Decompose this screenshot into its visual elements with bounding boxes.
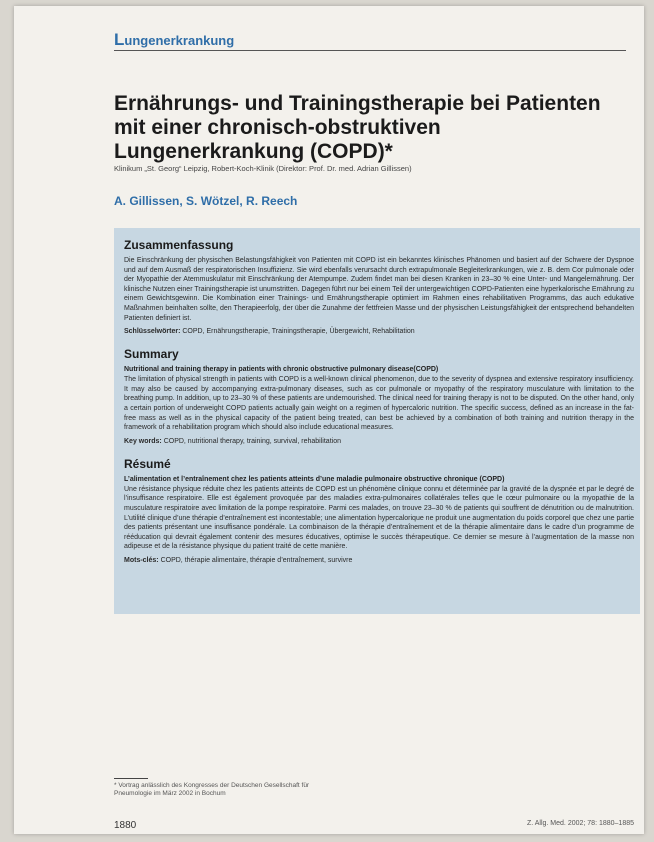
abstract-fr-heading: Résumé — [124, 456, 171, 471]
abstract-de-keywords — [124, 328, 634, 335]
footnote-rule — [114, 778, 148, 779]
abstract-box — [114, 228, 640, 614]
abstract-en-heading: Summary — [124, 347, 179, 362]
section-label — [114, 30, 234, 50]
article-title: Ernährungs- und Trainingstherapie bei Patienten mit einer chronisch-obstruktiven Lungenerkrankung (COPD)* — [114, 92, 601, 163]
abstract-fr-text: Une résistance physique réduite chez les patients atteints de COPD est un phénomène clinique connu et déterminée par la gravité de la dyspnée et par le degré de l’insuffisance respiratoire. Elle est également provoquée par des maladies extra-pulmonaires collatérales telles que le cœur pulmonaire ou la myopathie de la musculature respiratoire avec limitation de la pompe respiratoire. Parmi ces malades, on trouve 23–30 % de patients qui souffrent de dénutrition ou de malnutrition. L’utilité clinique d’une thérapie d’entraînement est incontestable; une alimentation hypercalorique ne produit une augmentation du poids corporel que chez une partie des patients présentant une insuffisance pondérale. La combinaison de la thérapie d’entraînement et de la thérapie alimentaire dans le cadre d’un programme de rééducation qui devrait également contenir des mesures éducatives, optimise le succès thérapeutique. Ce dernier se mesure à l’augmentation de la masse non adipeuse et de la résistance physique du patient traité de cette manière. — [124, 485, 634, 551]
footnotes — [114, 782, 309, 798]
section-label-rest: ungenerkrankung — [124, 33, 235, 48]
document-page — [14, 6, 644, 834]
authors: A. Gillissen, S. Wötzel, R. Reech — [114, 194, 298, 208]
abstract-de-heading: Zusammenfassung — [124, 238, 234, 252]
footnote-line-2: Pneumologie im März 2002 in Bochum — [114, 790, 226, 797]
abstract-fr-subtitle: L’alimentation et l’entraînement chez les patients atteints d’une maladie pulmonaire obstructive chronique (COPD) — [124, 475, 505, 483]
keywords-en: COPD, nutritional therapy, training, survival, rehabilitation — [163, 437, 341, 445]
page-number: 1880 — [114, 820, 137, 831]
affiliation: Klinikum „St. Georg“ Leipzig, Robert-Koch-Klinik (Direktor: Prof. Dr. med. Adrian Gillissen) — [114, 164, 412, 173]
abstract-en-text: The limitation of physical strength in patients with COPD is a well-known clinical phenomenon, due to the severity of dyspnea and extensive respiratory insufficiency. It may also be caused by accompanying extra-pulmonary diseases, such as cor pulmonale or myopathy of the respiratory musculature with limitation to the breathing pump. In addition, up to 23–30 % of these patients are undernourished. The clinical need for training therapy is not to be disputed. On the other hand, only a certain portion of underweight COPD patients actually gain weight on a regimen of hypercaloric nutrition. The specific success, defined as an increase in the fat-free mass as well as in the physical capacity of the patient being treated, can best be achieved by a combination of both training and nutrition therapy in the framework of a rehabilitation program which should also include educational measures. — [124, 376, 634, 432]
footnote-line-1: * Vortrag anlässlich des Kongresses der Deutschen Gesellschaft für — [114, 782, 310, 789]
keywords-fr: COPD, thérapie alimentaire, thérapie d’entraînement, survivre — [160, 556, 353, 564]
abstract-fr-keywords — [124, 557, 634, 564]
keywords-label-de: Schlüsselwörter: — [124, 328, 181, 336]
abstract-en-subtitle: Nutritional and training therapy in patients with chronic obstructive pulmonary disease(COPD) — [124, 366, 439, 374]
keywords-label-en: Key words: — [124, 437, 162, 445]
keywords-de: COPD, Ernährungstherapie, Trainingstherapie, Übergewicht, Rehabilitation — [182, 328, 415, 336]
header-rule — [114, 50, 626, 51]
journal-citation: Z. Allg. Med. 2002; 78: 1880–1885 — [526, 820, 634, 827]
section-label-initial: L — [114, 30, 125, 49]
abstract-en-keywords — [124, 438, 634, 445]
abstract-de-text: Die Einschränkung der physischen Belastungsfähigkeit von Patienten mit COPD ist ein bekanntes klinisches Phänomen und basiert auf der Schwere der Dyspnoe und auf dem Ausmaß der respiratorischen Insuffizienz. Sie wird ebenfalls verursacht durch extrapulmonale Begleiterkrankungen, wie z. B. dem Cor pulmonale oder der Myopathie der Atemmuskulatur mit Einschränkung der Atempumpe. Zudem findet man bei diesen Kranken in 23–30 % eine Unter- und Mangelernährung. Der klinische Nutzen einer Trainingstherapie ist unumstritten. Dagegen führt nur bei einem Teil der untergewichtigen COPD-Patienten eine hyperkalorische Ernährung zu einem Gewichtsgewinn. Die Kombination einer Trainings- und Ernährungstherapie optimiert im Rahmen eines rehabilitativen Programms, das auch edukative Maßnahmen beinhalten sollte, den Therapieerfolg, der über die Zunahme der fettfreien Masse und der physischen Leistungsfähigkeit der entsprechend behandelten Patienten definiert ist. — [124, 257, 634, 322]
keywords-label-fr: Mots-clés: — [124, 556, 159, 564]
